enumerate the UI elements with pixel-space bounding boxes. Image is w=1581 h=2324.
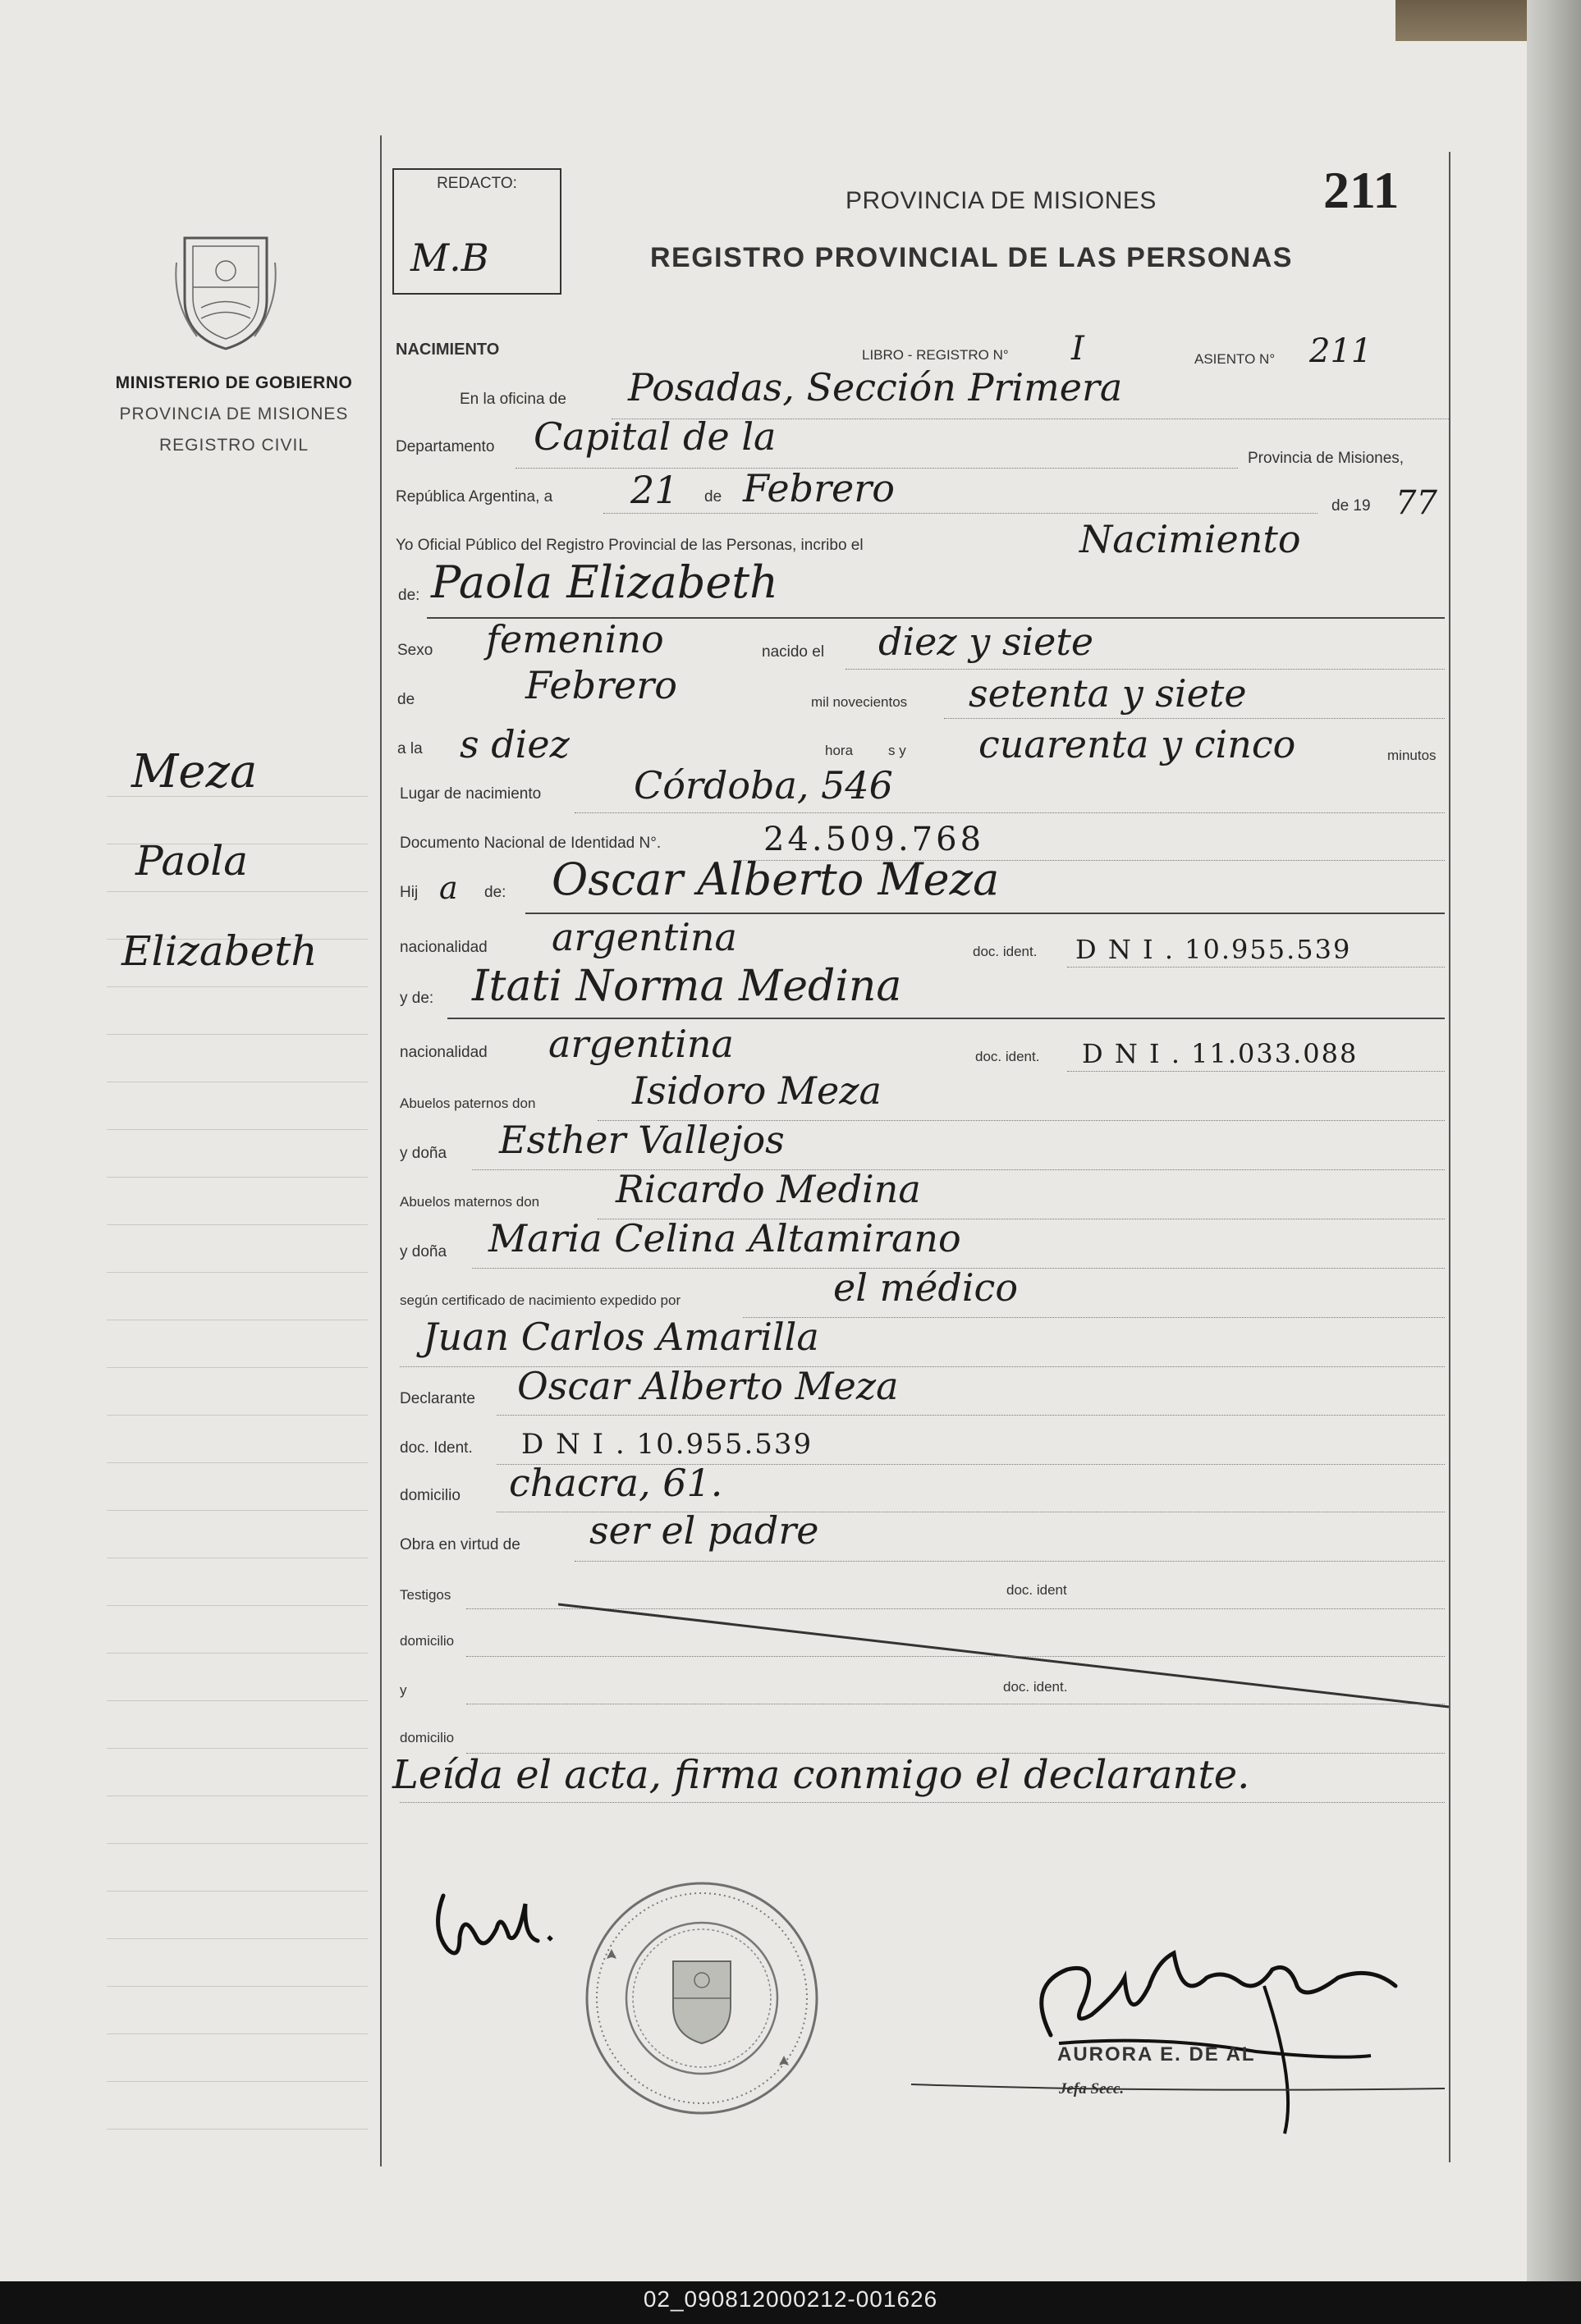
ministry-office: REGISTRO CIVIL	[158, 436, 309, 455]
docident2-value: D N I . 11.033.088	[1082, 1038, 1359, 1069]
ala-label: a la	[397, 740, 423, 757]
margin-rule-line	[107, 1843, 368, 1844]
margin-surname: Meza	[131, 745, 258, 798]
de2-label: de:	[398, 587, 420, 604]
docident1-label: doc. ident.	[973, 944, 1038, 959]
record-type: NACIMIENTO	[396, 341, 500, 359]
libro-label: LIBRO - REGISTRO N°	[862, 347, 1009, 363]
left-border-line	[380, 135, 382, 2166]
official-name: AURORA E. DE AL	[1057, 2043, 1256, 2066]
y-label: y	[400, 1682, 407, 1698]
margin-middle-name: Elizabeth	[121, 927, 318, 975]
obra-value: ser el padre	[589, 1508, 819, 1553]
year-value: 77	[1395, 484, 1437, 522]
hijo-gender: a	[439, 870, 458, 906]
oficina-value: Posadas, Sección Primera	[628, 365, 1123, 409]
day-value: 21	[630, 468, 679, 512]
mother-name: Itati Norma Medina	[472, 962, 902, 1011]
oficina-label: En la oficina de	[460, 391, 566, 408]
mother-line	[447, 1018, 1445, 1019]
official-title: Jefa Secc.	[1059, 2080, 1125, 2098]
redacto-box	[392, 168, 561, 295]
segun-label: según certificado de nacimiento expedido por	[400, 1292, 681, 1308]
margin-rule-line	[107, 1177, 368, 1178]
margin-rule-line	[107, 1462, 368, 1463]
margin-rule-line	[107, 1415, 368, 1416]
testigos-label: Testigos	[400, 1587, 451, 1603]
minutos-label: minutos	[1387, 748, 1437, 763]
declarante-label: Declarante	[400, 1390, 475, 1407]
nacido-line	[845, 669, 1445, 670]
departamento-label: Departamento	[396, 438, 495, 455]
ministry-name: MINISTERIO DE GOBIERNO	[115, 373, 353, 392]
margin-rule-line	[107, 986, 368, 987]
docident2-line	[1067, 1071, 1445, 1072]
registry-title: REGISTRO PROVINCIAL DE LAS PERSONAS	[650, 242, 1293, 273]
declarant-signature	[427, 1879, 566, 1978]
margin-rule-line	[107, 1367, 368, 1368]
page-edge	[1527, 0, 1581, 2281]
image-code: 02_090812000212-001626	[643, 2286, 938, 2312]
obra-line	[575, 1561, 1445, 1562]
mil-label: mil novecientos	[811, 694, 908, 710]
oficial-value: Nacimiento	[1079, 517, 1301, 561]
hijo-de-label: de:	[484, 884, 506, 901]
republica-label: República Argentina, a	[396, 488, 553, 506]
margin-rule-line	[107, 1891, 368, 1892]
redacto-value: M.B	[410, 236, 489, 280]
de-label: de	[704, 488, 722, 506]
margin-rule-line	[107, 891, 368, 892]
sexo-label: Sexo	[397, 642, 433, 659]
closing-line	[400, 1802, 1445, 1803]
docident4-label: doc. ident	[1006, 1582, 1067, 1598]
dni-label: Documento Nacional de Identidad N°.	[400, 835, 662, 852]
abuelos-p-value: Isidoro Meza	[632, 1068, 882, 1113]
obra-label: Obra en virtud de	[400, 1536, 520, 1553]
libro-value: I	[1071, 330, 1084, 368]
margin-rule-line	[107, 1938, 368, 1939]
right-border-line	[1449, 152, 1450, 2162]
docident2-label: doc. ident.	[975, 1049, 1040, 1064]
declarante-value: Oscar Alberto Meza	[517, 1364, 899, 1408]
father-name: Oscar Alberto Meza	[552, 853, 1000, 905]
domicilio2-line	[466, 1656, 1445, 1657]
margin-rule-line	[107, 1129, 368, 1130]
minutes-value: cuarenta y cinco	[978, 722, 1296, 766]
domicilio1-label: domicilio	[400, 1487, 461, 1504]
nac1-label: nacionalidad	[400, 939, 488, 956]
margin-rule-line	[107, 1605, 368, 1606]
margin-rule-line	[107, 1700, 368, 1701]
mil-line	[944, 718, 1445, 719]
margin-rule-line	[107, 1986, 368, 1987]
doctor-name: Juan Carlos Amarilla	[423, 1315, 819, 1359]
provincia-label: Provincia de Misiones,	[1248, 450, 1405, 467]
lugar-value: Córdoba, 546	[634, 763, 893, 807]
nac2-value: argentina	[548, 1022, 734, 1066]
hijo-label: Hij	[400, 884, 419, 901]
segun-line	[743, 1317, 1445, 1318]
ydona1-label: y doña	[400, 1145, 447, 1162]
province-title: PROVINCIA DE MISIONES	[845, 187, 1157, 214]
dni-value: 24.509.768	[763, 821, 985, 858]
nac2-label: nacionalidad	[400, 1044, 488, 1061]
date-line	[603, 513, 1318, 514]
docident3-label: doc. Ident.	[400, 1439, 473, 1457]
provincial-crest-icon	[172, 230, 279, 353]
margin-rule-line	[107, 2129, 368, 2130]
lugar-line	[575, 812, 1445, 813]
abuelos-m-value: Ricardo Medina	[616, 1167, 921, 1211]
margin-rule-line	[107, 1653, 368, 1654]
nac1-value: argentina	[552, 915, 737, 959]
asiento-value: 211	[1309, 332, 1372, 370]
docident1-value: D N I . 10.955.539	[1075, 934, 1352, 965]
docident1-line	[1067, 967, 1445, 968]
margin-rule-line	[107, 1748, 368, 1749]
margin-rule-line	[107, 1510, 368, 1511]
yde-label: y de:	[400, 990, 434, 1007]
ydona1-value: Esther Vallejos	[499, 1118, 785, 1162]
closing-statement: Leída el acta, firma conmigo el declarante.	[392, 1752, 1250, 1798]
asiento-label: ASIENTO N°	[1194, 351, 1276, 367]
sexo-value: femenino	[486, 617, 664, 661]
margin-rule-line	[107, 1224, 368, 1225]
ministry-province: PROVINCIA DE MISIONES	[119, 405, 349, 423]
mil-value: setenta y siete	[969, 671, 1247, 716]
registry-seal-stamp	[579, 1875, 825, 2121]
folio-number: 211	[1323, 161, 1400, 219]
child-name: Paola Elizabeth	[431, 556, 778, 608]
hour-value: s diez	[460, 722, 570, 766]
abuelos-p-label: Abuelos paternos don	[400, 1096, 536, 1111]
ydona2-value: Maria Celina Altamirano	[488, 1216, 961, 1260]
nacido-label: nacido el	[762, 643, 825, 661]
birth-month-value: Febrero	[525, 663, 677, 707]
docident3-value: D N I . 10.955.539	[521, 1428, 813, 1461]
de3-label: de	[397, 691, 415, 708]
segun-value: el médico	[833, 1265, 1019, 1310]
margin-first-name: Paola	[135, 837, 249, 885]
abuelos-m-label: Abuelos maternos don	[400, 1194, 540, 1210]
declarante-line	[497, 1415, 1445, 1416]
father-line	[525, 913, 1445, 914]
ministry-block	[99, 368, 369, 461]
ydona2-label: y doña	[400, 1243, 447, 1260]
nacido-value: diez y siete	[878, 620, 1094, 664]
domicilio1-value: chacra, 61.	[509, 1461, 723, 1505]
docident5-label: doc. ident.	[1003, 1679, 1068, 1695]
horas-label: hora	[825, 743, 854, 758]
redacto-label: REDACTO:	[437, 175, 517, 192]
oficial-label: Yo Oficial Público del Registro Provincial de las Personas, incribo el	[396, 537, 864, 554]
year-label: de 19	[1331, 497, 1371, 515]
margin-rule-line	[107, 2081, 368, 2082]
departamento-value: Capital de la	[534, 414, 777, 459]
lugar-label: Lugar de nacimiento	[400, 785, 542, 803]
domicilio3-label: domicilio	[400, 1730, 455, 1745]
month-value: Febrero	[743, 466, 895, 510]
horas-y-label: s y	[888, 743, 906, 758]
domicilio2-label: domicilio	[400, 1633, 455, 1649]
margin-rule-line	[107, 1272, 368, 1273]
margin-rule-line	[107, 1034, 368, 1035]
